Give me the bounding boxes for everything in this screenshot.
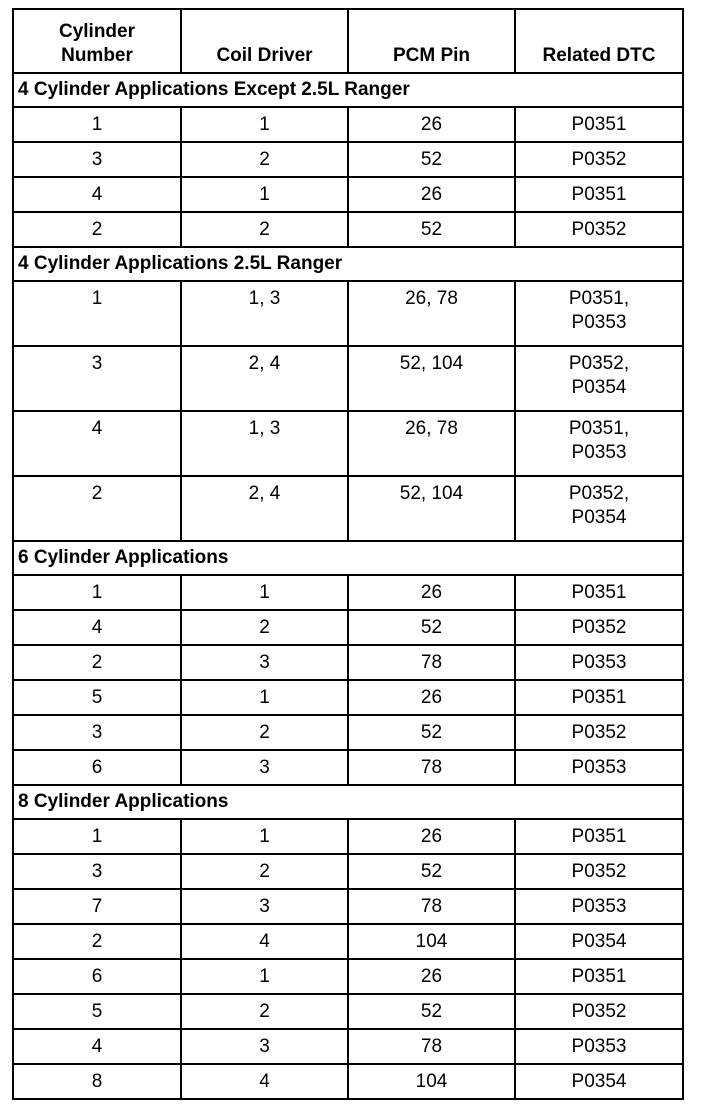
cell-coil-driver: 2 <box>181 715 348 750</box>
cell-coil-driver: 4 <box>181 1064 348 1099</box>
cell-pcm-pin: 78 <box>348 889 515 924</box>
table-row <box>13 1064 683 1099</box>
cell-related-dtc <box>515 177 683 212</box>
cell-related-dtc <box>515 1064 683 1099</box>
cell-coil-driver: 2 <box>181 212 348 247</box>
section-title: 4 Cylinder Applications 2.5L Ranger <box>13 247 683 281</box>
cell-cylinder-number: 5 <box>13 994 181 1029</box>
coil-driver-table-container <box>12 8 682 1100</box>
cell-cylinder-number: 6 <box>13 750 181 785</box>
cell-cylinder-number: 1 <box>13 819 181 854</box>
cell-related-dtc <box>515 994 683 1029</box>
dtc-code: P0352 <box>571 860 627 882</box>
cell-coil-driver: 1 <box>181 819 348 854</box>
cell-cylinder-number: 2 <box>13 476 181 541</box>
dtc-code: P0351, <box>568 418 630 439</box>
dtc-code: P0353 <box>571 312 627 333</box>
cell-cylinder-number: 8 <box>13 1064 181 1099</box>
table-header <box>13 9 683 73</box>
cell-related-dtc <box>515 281 683 346</box>
cell-coil-driver: 2 <box>181 610 348 645</box>
cell-cylinder-number: 1 <box>13 107 181 142</box>
table-body <box>13 73 683 1099</box>
cell-coil-driver: 3 <box>181 889 348 924</box>
cell-related-dtc <box>515 411 683 476</box>
section-title: 4 Cylinder Applications Except 2.5L Ranger <box>13 73 683 107</box>
cell-related-dtc <box>515 645 683 680</box>
cell-related-dtc <box>515 819 683 854</box>
cell-cylinder-number: 5 <box>13 680 181 715</box>
header-coil-driver: Coil Driver <box>181 9 348 73</box>
cell-related-dtc <box>515 107 683 142</box>
cell-pcm-pin: 26, 78 <box>348 411 515 476</box>
cell-related-dtc <box>515 346 683 411</box>
cell-pcm-pin: 26, 78 <box>348 281 515 346</box>
dtc-code: P0352 <box>571 721 627 743</box>
dtc-code: P0352 <box>571 616 627 638</box>
cell-pcm-pin: 52, 104 <box>348 476 515 541</box>
cell-pcm-pin: 26 <box>348 575 515 610</box>
cell-related-dtc <box>515 575 683 610</box>
cell-cylinder-number: 4 <box>13 177 181 212</box>
cell-pcm-pin: 26 <box>348 177 515 212</box>
cell-cylinder-number: 7 <box>13 889 181 924</box>
section-header-row <box>13 541 683 575</box>
cell-related-dtc <box>515 750 683 785</box>
header-cylinder-number <box>13 9 181 73</box>
cell-coil-driver: 3 <box>181 645 348 680</box>
cell-pcm-pin: 78 <box>348 750 515 785</box>
cell-related-dtc <box>515 610 683 645</box>
table-row <box>13 889 683 924</box>
table-row <box>13 212 683 247</box>
cell-cylinder-number: 2 <box>13 212 181 247</box>
cell-coil-driver: 2, 4 <box>181 476 348 541</box>
section-title: 8 Cylinder Applications <box>13 785 683 819</box>
cell-cylinder-number: 1 <box>13 575 181 610</box>
cell-coil-driver: 2 <box>181 854 348 889</box>
dtc-code: P0352 <box>571 1000 627 1022</box>
cell-related-dtc <box>515 959 683 994</box>
cell-coil-driver: 2 <box>181 994 348 1029</box>
cell-pcm-pin: 104 <box>348 1064 515 1099</box>
header-related-dtc: Related DTC <box>515 9 683 73</box>
section-title: 6 Cylinder Applications <box>13 541 683 575</box>
cell-cylinder-number: 2 <box>13 924 181 959</box>
dtc-code: P0351 <box>571 113 627 135</box>
cell-cylinder-number: 6 <box>13 959 181 994</box>
dtc-code: P0351 <box>571 825 627 847</box>
cell-related-dtc <box>515 924 683 959</box>
table-row <box>13 142 683 177</box>
cell-coil-driver: 1 <box>181 959 348 994</box>
dtc-code: P0354 <box>571 1070 627 1092</box>
dtc-code: P0353 <box>571 651 627 673</box>
table-row <box>13 819 683 854</box>
cell-coil-driver: 3 <box>181 1029 348 1064</box>
cell-cylinder-number: 1 <box>13 281 181 346</box>
table-row <box>13 645 683 680</box>
cell-pcm-pin: 52 <box>348 994 515 1029</box>
dtc-code: P0352 <box>571 148 627 170</box>
cell-pcm-pin: 26 <box>348 959 515 994</box>
cell-cylinder-number: 3 <box>13 715 181 750</box>
coil-driver-table <box>12 8 684 1100</box>
table-row <box>13 1029 683 1064</box>
table-row <box>13 107 683 142</box>
cell-cylinder-number: 4 <box>13 1029 181 1064</box>
dtc-code: P0353 <box>571 442 627 463</box>
cell-pcm-pin: 52, 104 <box>348 346 515 411</box>
cell-pcm-pin: 52 <box>348 212 515 247</box>
cell-cylinder-number: 3 <box>13 346 181 411</box>
table-row <box>13 476 683 541</box>
cell-related-dtc <box>515 476 683 541</box>
header-cylinder-number-line-2: Number <box>61 45 133 66</box>
table-row <box>13 177 683 212</box>
cell-related-dtc <box>515 142 683 177</box>
header-row <box>13 9 683 73</box>
cell-coil-driver: 2 <box>181 142 348 177</box>
cell-pcm-pin: 78 <box>348 1029 515 1064</box>
cell-pcm-pin: 78 <box>348 645 515 680</box>
dtc-code: P0353 <box>571 756 627 778</box>
dtc-code: P0351 <box>571 686 627 708</box>
cell-related-dtc <box>515 715 683 750</box>
table-row <box>13 411 683 476</box>
cell-related-dtc <box>515 889 683 924</box>
dtc-code: P0351 <box>571 965 627 987</box>
dtc-code: P0351, <box>568 288 630 309</box>
table-row <box>13 346 683 411</box>
header-pcm-pin: PCM Pin <box>348 9 515 73</box>
cell-coil-driver: 1, 3 <box>181 411 348 476</box>
table-row <box>13 924 683 959</box>
dtc-code: P0352 <box>571 218 627 240</box>
dtc-code: P0354 <box>571 930 627 952</box>
dtc-code: P0351 <box>571 581 627 603</box>
dtc-code: P0351 <box>571 183 627 205</box>
cell-pcm-pin: 52 <box>348 715 515 750</box>
cell-coil-driver: 3 <box>181 750 348 785</box>
table-row <box>13 854 683 889</box>
section-header-row <box>13 73 683 107</box>
dtc-code: P0353 <box>571 1035 627 1057</box>
cell-cylinder-number: 3 <box>13 142 181 177</box>
dtc-code: P0353 <box>571 895 627 917</box>
table-row <box>13 281 683 346</box>
cell-coil-driver: 4 <box>181 924 348 959</box>
header-cylinder-number-line-1: Cylinder <box>58 21 136 42</box>
cell-coil-driver: 2, 4 <box>181 346 348 411</box>
cell-pcm-pin: 52 <box>348 854 515 889</box>
cell-cylinder-number: 2 <box>13 645 181 680</box>
cell-related-dtc <box>515 680 683 715</box>
dtc-code: P0352, <box>568 483 630 504</box>
cell-coil-driver: 1 <box>181 177 348 212</box>
table-row <box>13 610 683 645</box>
cell-related-dtc <box>515 212 683 247</box>
cell-coil-driver: 1 <box>181 575 348 610</box>
cell-coil-driver: 1 <box>181 107 348 142</box>
dtc-code: P0354 <box>571 377 627 398</box>
cell-pcm-pin: 52 <box>348 610 515 645</box>
table-row <box>13 680 683 715</box>
section-header-row <box>13 785 683 819</box>
table-row <box>13 750 683 785</box>
table-row <box>13 715 683 750</box>
cell-cylinder-number: 4 <box>13 610 181 645</box>
cell-pcm-pin: 26 <box>348 819 515 854</box>
table-row <box>13 575 683 610</box>
table-row <box>13 994 683 1029</box>
cell-pcm-pin: 26 <box>348 680 515 715</box>
cell-pcm-pin: 104 <box>348 924 515 959</box>
table-row <box>13 959 683 994</box>
dtc-code: P0352, <box>568 353 630 374</box>
dtc-code: P0354 <box>571 507 627 528</box>
cell-related-dtc <box>515 1029 683 1064</box>
section-header-row <box>13 247 683 281</box>
cell-coil-driver: 1, 3 <box>181 281 348 346</box>
cell-related-dtc <box>515 854 683 889</box>
cell-pcm-pin: 26 <box>348 107 515 142</box>
cell-cylinder-number: 3 <box>13 854 181 889</box>
cell-cylinder-number: 4 <box>13 411 181 476</box>
cell-coil-driver: 1 <box>181 680 348 715</box>
cell-pcm-pin: 52 <box>348 142 515 177</box>
